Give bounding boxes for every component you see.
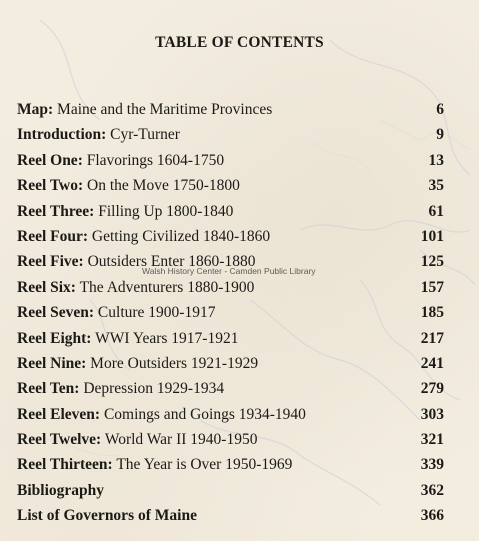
toc-entry-description: Getting Civilized 1840-1860 [91,227,271,245]
toc-entry [17,452,444,477]
toc-entry-page-number: 35 [428,177,444,195]
toc-entry-label: Reel Eleven: [17,405,101,423]
toc-entry [17,376,444,401]
toc-entry-label: Reel Seven: [17,304,95,322]
toc-entry [17,402,444,427]
toc-entry [17,97,444,122]
toc-entry-description: On the Move 1750-1800 [87,177,240,195]
toc-entry-label: Map: [17,101,54,118]
toc-entry [17,427,444,452]
toc-entry-page-number: 9 [436,126,444,144]
toc-entry [17,478,444,503]
toc-entry-page-number: 366 [420,507,444,525]
toc-entry-label: Reel Nine: [17,354,87,372]
toc-entry-label: Reel Ten: [17,380,80,398]
toc-entry-label: Reel Six: [17,278,76,296]
toc-entry-description: Depression 1929-1934 [83,380,225,398]
toc-entry-page-number: 321 [420,431,444,449]
toc-entry-description: WWI Years 1917-1921 [95,329,239,347]
toc-entry [17,503,444,528]
toc-entry-page-number: 157 [420,278,444,296]
page-title: TABLE OF CONTENTS [155,34,324,51]
toc-entry-page-number: 217 [420,329,444,347]
toc-entry-description: Culture 1900-1917 [97,304,216,322]
toc-entry-description: Comings and Goings 1934-1940 [103,405,306,423]
toc-entry-label: Reel Eight: [17,329,92,347]
library-watermark: Walsh History Center - Camden Public Library [142,266,316,276]
toc-entry-description: More Outsiders 1921-1929 [90,354,259,372]
toc-entry-description: The Year is Over 1950-1969 [116,456,293,474]
toc-entry-page-number: 185 [420,304,444,322]
toc-entry-description: Flavorings 1604-1750 [86,151,225,169]
toc-entry [17,148,444,173]
toc-entry [17,275,444,300]
toc-entry [17,351,444,376]
toc-entry-page-number: 241 [420,354,444,372]
toc-entry-label: Bibliography [17,481,104,499]
toc-entry [17,199,444,224]
toc-entry-label: Reel Twelve: [17,431,102,449]
toc-entry-description: Filling Up 1800-1840 [98,202,234,220]
toc-entry [17,326,444,351]
toc-entry-description: Outsiders Enter 1860-1880 [87,253,256,271]
toc-entry [17,173,444,198]
toc-entry-label: List of Governors of Maine [17,507,197,525]
toc-entry-label: Reel One: [17,151,83,169]
toc-entry-page-number: 279 [420,380,444,398]
toc-entry-page-number: 13 [428,151,444,169]
toc-entry-page-number: 61 [428,202,444,220]
toc-entry-label: Reel Three: [17,202,95,220]
table-of-contents [17,97,444,529]
toc-entry [17,300,444,325]
toc-entry-label: Reel Thirteen: [17,456,113,474]
toc-entry-description: Cyr-Turner [110,126,180,144]
toc-entry-label: Reel Four: [17,227,89,245]
toc-entry [17,224,444,249]
toc-entry-description: The Adventurers 1880-1900 [79,278,255,296]
toc-entry-label: Introduction: [17,126,107,144]
toc-entry-page-number: 303 [420,405,444,423]
toc-entry-description: World War II 1940-1950 [104,431,258,449]
toc-entry-page-number: 339 [420,456,444,474]
toc-entry-label: Reel Two: [17,177,84,195]
toc-entry-page-number: 362 [420,481,444,499]
toc-entry-description: Maine and the Maritime Provinces [57,101,273,118]
toc-entry-page-number: 125 [420,253,444,271]
toc-entry [17,122,444,147]
toc-entry-page-number: 6 [436,101,444,118]
toc-entry-page-number: 101 [420,227,444,245]
toc-entry-label: Reel Five: [17,253,84,271]
